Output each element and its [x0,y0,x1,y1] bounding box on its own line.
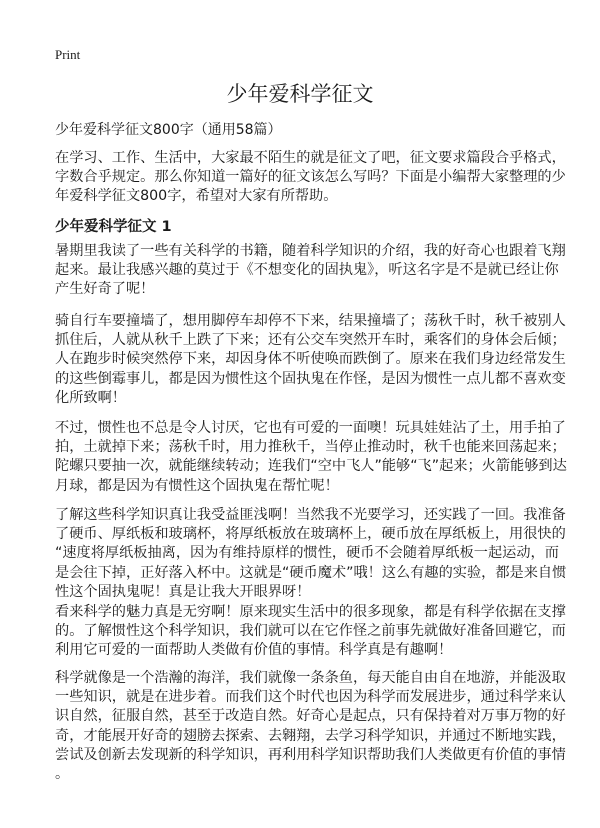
text-line: 。 [55,766,70,783]
intro-paragraph [55,149,566,207]
text-line: 识自然，征服自然，甚至于改造自然。好奇心是起点，只有保持着对万事万物的好 [55,708,566,725]
text-line: 是会往下掉，正好落入杯中。这就是“硬币魔术”哦！这么有趣的实验，都是来自惯 [55,564,567,581]
text-line: 科学就像是一个浩瀚的海洋，我们就像一条条鱼，每天能自由自在地游，并能汲取 [55,670,566,686]
paragraph [55,506,567,602]
text-line: 暑期里我读了一些有关科学的书籍，随着科学知识的介绍，我的好奇心也跟着飞翔 [55,243,566,259]
text-line: 利用它可爱的一面帮助人类做有价值的事情。科学真是有趣啊！ [55,642,453,659]
text-line: 的这些倒霉事儿，都是因为惯性这个固执鬼在作怪，是因为惯性一点儿都不喜欢变 [55,370,566,387]
text-line: “速度将厚纸板抽离，因为有维持原样的惯性，硬币不会随着厚纸板一起运动，而 [55,545,559,562]
text-line: 奇，才能展开好奇的翅膀去探索、去翱翔，去学习科学知识，并通过不断地实践， [55,727,566,744]
paragraph [55,669,566,784]
text-line: 不过，惯性也不总是令人讨厌，它也有可爱的一面噢！玩具娃娃沾了土，用手拍了 [55,420,566,436]
text-line: 的。了解惯性这个科学知识，我们就可以在它作怪之前事先就做好准备回避它，而 [55,623,566,640]
text-line: 性这个固执鬼呢！真是让我大开眼界呀！ [55,583,311,600]
text-line: 在学习、工作、生活中，大家最不陌生的就是征文了吧，征文要求篇段合乎格式， [55,150,566,166]
text-line: 人在跑步时候突然停下来，却因身体不听使唤而跌倒了。原来在我们身边经常发生 [55,351,566,368]
paragraph [55,603,566,661]
text-line: 陀螺只要抽一次，就能继续转动；连我们“空中飞人”能够“飞”起来；火箭能够到达 [55,458,567,475]
paragraph [55,419,567,496]
document-subtitle: 少年爱科学征文800字（通用58篇） [55,122,282,138]
page-title: 少年爱科学征文 [226,82,374,106]
text-line: 骑自行车要撞墙了，想用脚停车却停不下来，结果撞墙了；荡秋千时，秋千被别人 [55,313,566,329]
section-heading: 少年爱科学征文 1 [55,219,172,235]
text-line: 化所致啊！ [55,389,126,406]
text-line: 起来。最让我感兴趣的莫过于《不想变化的固执鬼》，听这名字是不是就已经让你 [55,262,559,279]
text-line: 年爱科学征文800字，希望对大家有所帮助。 [55,188,338,205]
print-link[interactable]: Print [55,47,81,62]
text-line: 抓住后，人就从秋千上跌了下来；还有公交车突然开车时，乘客们的身体会后倾； [55,332,566,349]
text-line: 尝试及创新去发现新的科学知识，再利用科学知识帮助我们人类做更有价值的事情 [55,746,566,763]
text-line: 产生好奇了呢！ [55,281,155,298]
text-line: 看来科学的魅力真是无穷啊！原来现实生活中的很多现象，都是有科学依据在支撑 [55,604,566,620]
paragraph [55,242,566,300]
text-line: 月球，都是因为有惯性这个固执鬼在帮忙呢！ [55,477,339,494]
text-line: 了解这些科学知识真让我受益匪浅啊！当然我不光要学习，还实践了一回。我准备 [55,507,566,523]
text-line: 拍，土就掉下来；荡秋千时，用力推秋千，当停止推动时，秋千也能来回荡起来； [55,439,566,456]
text-line: 一些知识，就是在进步着。而我们这个时代也因为科学而发展进步，通过科学来认 [55,689,566,706]
paragraph [55,312,566,408]
text-line: 字数合乎规定。那么你知道一篇好的征文该怎么写吗？下面是小编帮大家整理的少 [55,169,566,186]
text-line: 了硬币、厚纸板和玻璃杯，将厚纸板放在玻璃杯上，硬币放在厚纸板上，用很快的 [55,526,566,543]
